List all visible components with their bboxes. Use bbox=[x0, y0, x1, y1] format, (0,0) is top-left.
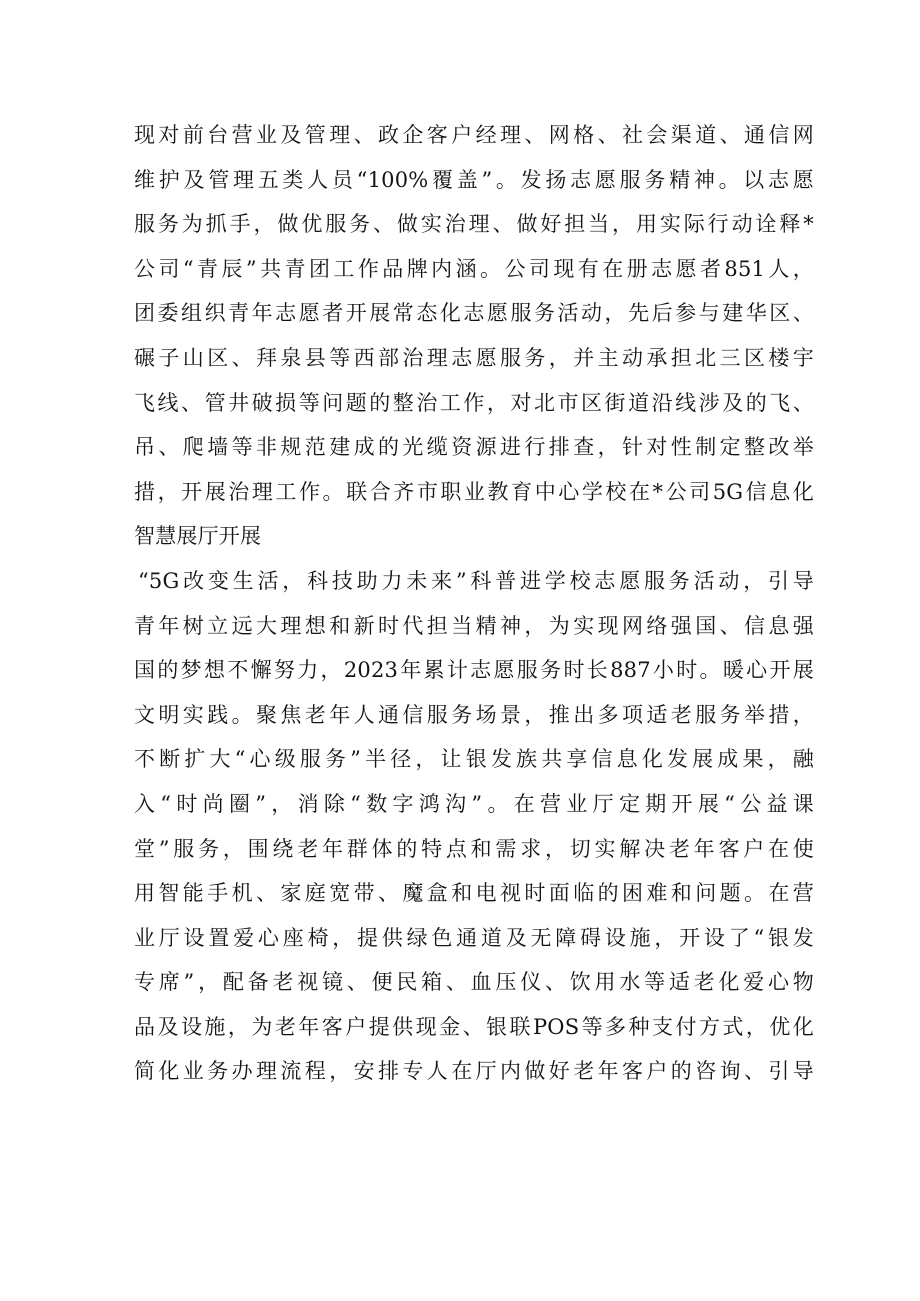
text-line: 吊、爬墙等非规范建成的光缆资源进行排查，针对性制定整改举 bbox=[134, 435, 814, 460]
text-line: 文明实践。聚焦老年人通信服务场景，推出多项适老服务举措， bbox=[134, 702, 814, 727]
text-line: 飞线、管井破损等问题的整治工作，对北市区街道沿线涉及的飞、 bbox=[134, 390, 814, 415]
text-line: 专席”，配备老视镜、便民箱、血压仪、饮用水等适老化爱心物 bbox=[134, 970, 814, 995]
text-line: 入“时尚圈”，消除“数字鸿沟”。在营业厅定期开展“公益课 bbox=[134, 791, 814, 816]
text-line: 品及设施，为老年客户提供现金、银联POS等多种支付方式，优化 bbox=[134, 1014, 814, 1039]
text-line: “5G改变生活，科技助力未来”科普进学校志愿服务活动，引导 bbox=[138, 568, 814, 593]
text-line: 公司“青辰”共青团工作品牌内涵。公司现有在册志愿者851人， bbox=[134, 256, 814, 281]
text-line: 服务为抓手，做优服务、做实治理、做好担当，用实际行动诠释* bbox=[134, 212, 814, 237]
text-line: 智慧展厅开展 bbox=[134, 524, 262, 549]
text-line: 不断扩大“心级服务”半径，让银发族共享信息化发展成果，融 bbox=[134, 747, 814, 772]
text-line: 现对前台营业及管理、政企客户经理、网格、社会渠道、通信网 bbox=[134, 123, 814, 147]
text-line: 业厅设置爱心座椅，提供绿色通道及无障碍设施，开设了“银发 bbox=[134, 925, 814, 950]
text-line: 简化业务办理流程，安排专人在厅内做好老年客户的咨询、引导 bbox=[134, 1059, 814, 1084]
text-line: 措，开展治理工作。联合齐市职业教育中心学校在*公司5G信息化 bbox=[134, 479, 814, 504]
text-line: 碾子山区、拜泉县等西部治理志愿服务，并主动承担北三区楼宇 bbox=[134, 345, 814, 370]
text-line: 国的梦想不懈努力，2023年累计志愿服务时长887小时。暖心开展 bbox=[134, 658, 814, 683]
text-line: 团委组织青年志愿者开展常态化志愿服务活动，先后参与建华区、 bbox=[134, 301, 814, 326]
text-line: 青年树立远大理想和新时代担当精神，为实现网络强国、信息强 bbox=[134, 613, 814, 638]
text-line: 用智能手机、家庭宽带、魔盒和电视时面临的困难和问题。在营 bbox=[134, 881, 814, 906]
text-line: 堂”服务，围绕老年群体的特点和需求，切实解决老年客户在使 bbox=[134, 836, 814, 861]
body-text bbox=[134, 113, 814, 1094]
text-line: 维护及管理五类人员“100%覆盖”。发扬志愿服务精神。以志愿 bbox=[134, 167, 814, 192]
